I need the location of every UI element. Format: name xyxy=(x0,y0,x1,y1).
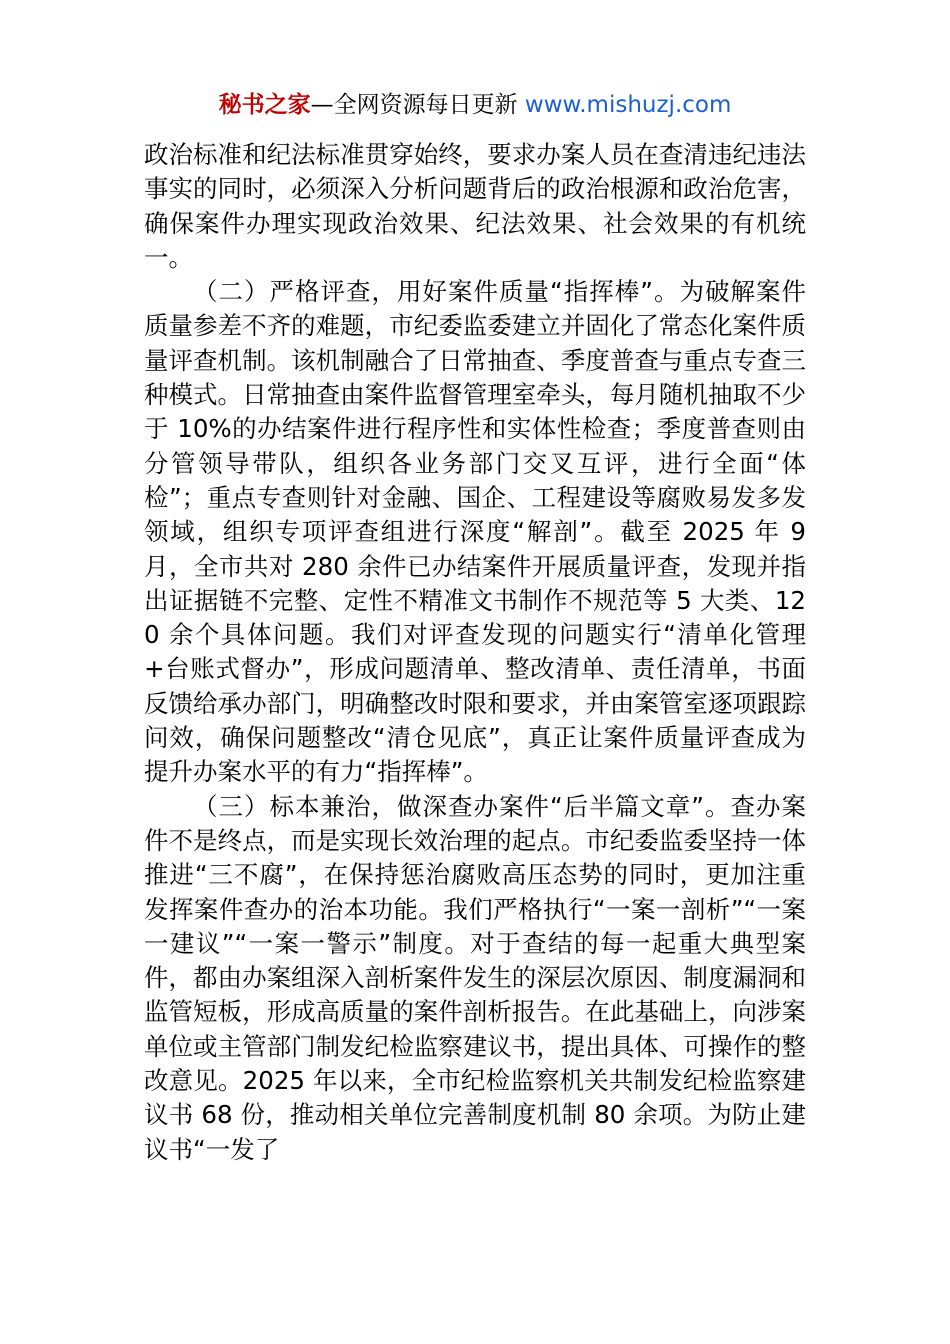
page-header xyxy=(0,88,950,122)
brand-name: 秘书之家 xyxy=(218,92,311,118)
paragraph-section-2: （二）严格评查，用好案件质量“指挥棒”。为破解案件质量参差不齐的难题，市纪委监委建立并固化了常态化案件质量评查机制。该机制融合了日常抽查、季度普查与重点专查三种模式。日常抽查由案件监督管理室牵头，每月随机抽取不少于 10%的办结案件进行程序性和实体性检查；季度普查则由分管领导带队，组织各业务部门交叉互评，进行全面“体检”；重点专查则针对金融、国企、工程建设等腐败易发多发领域，组织专项评查组进行深度“解剖”。截至 2025 年 9 月，全市共对 280 余件已办结案件开展质量评查，发现并指出证据链不完整、定性不精准文书制作不规范等 5 大类、120 余个具体问题。我们对评查发现的问题实行“清单化管理+台账式督办”，形成问题清单、整改清单、责任清单，书面反馈给承办部门，明确整改时限和要求，并由案管室逐项跟踪问效，确保问题整改“清仓见底”，真正让案件质量评查成为提升办案水平的有力“指挥棒”。 xyxy=(144,277,806,787)
paragraph-section-3: （三）标本兼治，做深查办案件“后半篇文章”。查办案件不是终点，而是实现长效治理的起点。市纪委监委坚持一体推进“三不腐”，在保持惩治腐败高压态势的同时，更加注重发挥案件查办的治本功能。我们严格执行“一案一剖析”“一案一建议”“一案一警示”制度。对于查结的每一起重大典型案件，都由办案组深入剖析案件发生的深层次原因、制度漏洞和监管短板，形成高质量的案件剖析报告。在此基础上，向涉案单位或主管部门制发纪检监察建议书，提出具体、可操作的整改意见。2025 年以来，全市纪检监察机关共制发纪检监察建议书 68 份，推动相关单位完善制度机制 80 余项。为防止建议书“一发了 xyxy=(144,791,806,1164)
header-slogan: —全网资源每日更新 xyxy=(310,92,525,118)
paragraph-continued: 政治标准和纪法标准贯穿始终，要求办案人员在查清违纪违法事实的同时，必须深入分析问题背后的政治根源和政治危害，确保案件办理实现政治效果、纪法效果、社会效果的有机统一。 xyxy=(144,140,806,272)
document-body xyxy=(144,138,806,1167)
website-link[interactable]: www.mishuzj.com xyxy=(524,92,732,118)
